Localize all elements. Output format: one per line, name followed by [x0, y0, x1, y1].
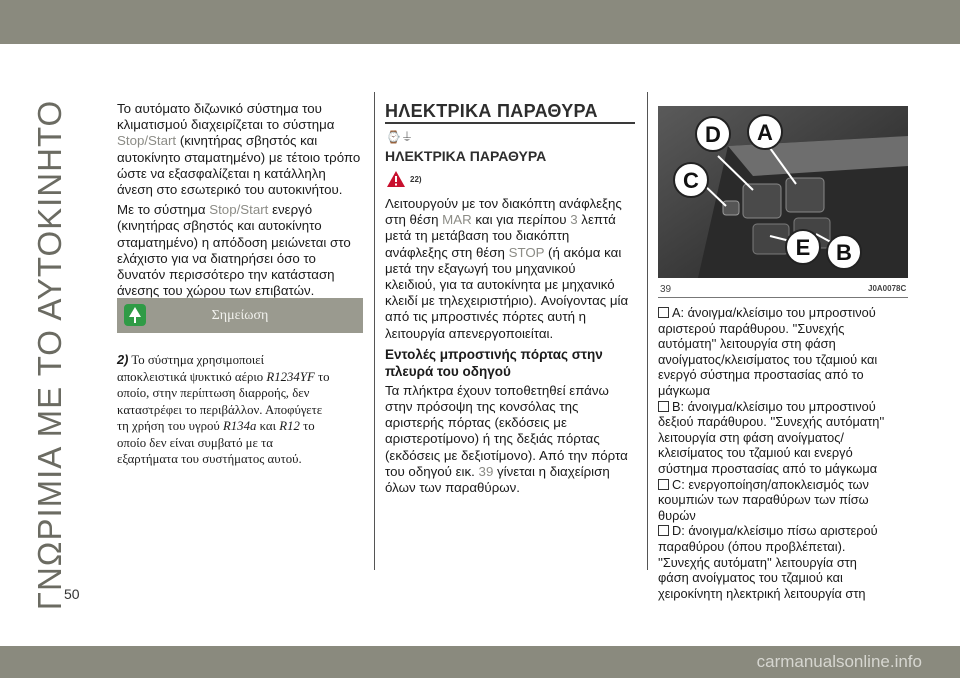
column-divider-2 — [647, 92, 648, 570]
note-text: 2) Το σύστημα χρησιμοποιεί αποκλειστικά ψυκτικό αέριο R1234YF το οποίο, στην περίπτωση διαρροής, δεν καταστρέφει το περιβάλλον. Αποφύγετε τη χρήση του υγρού R134a και R12 το οποίο δεν είναι συμβατό με τα εξαρτήματα του συστήματος αυτού. — [117, 352, 330, 466]
version-icon: ⌚⏚ — [386, 130, 413, 144]
note-label: Σημείωση — [211, 308, 269, 323]
subsection-title: ΗΛΕΚΤΡΙΚΑ ΠΑΡΑΘΥΡΑ — [385, 148, 547, 164]
warning-number: 22) — [410, 175, 422, 184]
paragraph-stop-start-1: Το αυτόματο διζωνικό σύστημα του κλιματισμού διαχειρίζεται το σύστημα Stop/Start (κινητήρας σβηστός και αυτοκίνητο σταματημένο) με τέτοιο τρόπο ώστε να εξασφαλίζεται η κατάλληλη άνεση στο εσωτερικό του αυτοκινήτου. — [117, 101, 361, 198]
control-item-line: σύστημα προστασίας από το μάγκωμα — [658, 460, 878, 476]
figure-number: 39 — [660, 284, 672, 295]
control-item-line: ενεργό σύστημα προστασίας από το — [658, 367, 864, 383]
driver-door-heading: Εντολές μπροστινής πόρτας στην πλευρά του οδηγού — [385, 346, 603, 379]
control-item-line: ''Συνεχής αυτόματη'' λειτουργία στη — [658, 554, 857, 570]
window-switch-photo — [658, 106, 908, 278]
paragraph-operation: Λειτουργούν με τον διακόπτη ανάφλεξης στη θέση MAR και για περίπου 3 λεπτά μετά τη μετάβαση του διακόπτη ανάφλεξης στη θέση STOP (ή ακόμα και μετά την εξαγωγή του μηχανικού κλειδιού, για τα αυτοκίνητα με μηχανικό κλειδί με τηλεχειριστήριο). Ανοίγοντας μία από τις μπροστινές πόρτες αυτή η λειτουργία απενεργοποιείται. — [385, 196, 629, 341]
paragraph-driver-door: Τα πλήκτρα έχουν τοποθετηθεί επάνω στην πρόσοψη της κονσόλας της αριστερής πόρτας (εκδόσεις με αριστεροτίμονο) ή της δεξιάς πόρτας (εκδόσεις με δεξιοτίμονο). Από την πόρτα του οδηγού εικ. 39 γίνεται η διαχείριση όλων των παραθύρων. — [385, 382, 628, 496]
section-title: ΗΛΕΚΤΡΙΚΑ ΠΑΡΑΘΥΡΑ — [385, 101, 598, 121]
control-item-start: C: ενεργοποίηση/αποκλεισμός των — [658, 477, 918, 493]
callout-b: B — [836, 240, 852, 265]
control-item-start: A: άνοιγμα/κλείσιμο του μπροστινού — [658, 305, 918, 321]
callout-e: E — [795, 235, 811, 260]
column-3-list — [658, 305, 918, 601]
control-item-line: ανοίγματος/κλεισίματος του τζαμιού και — [658, 351, 878, 367]
column-2-text — [385, 196, 640, 500]
figure-code: J0A0078C — [868, 284, 907, 293]
checkbox-icon — [658, 307, 669, 318]
control-item-line: χειροκίνητη ηλεκτρική λειτουργία στη — [658, 585, 866, 601]
control-item-line: φάση ανοίγματος του τζαμιού και — [658, 570, 843, 586]
section-rule — [385, 122, 635, 124]
control-item-line: μάγκωμα — [658, 382, 711, 398]
control-item-line: κουμπιών των παραθύρων των πίσω — [658, 492, 869, 508]
control-item-line: παραθύρου (όπου προβλέπεται). — [658, 538, 846, 554]
control-item-line: κλεισίματος του τζαμιού και ενεργό — [658, 445, 853, 461]
column-1-text — [117, 101, 367, 303]
warning-icon — [386, 170, 406, 188]
callout-c: C — [683, 168, 699, 193]
top-band — [0, 0, 960, 44]
checkbox-icon — [658, 401, 669, 412]
callout-d: D — [705, 122, 721, 147]
control-item-line: λειτουργία στη φάση ανοίγματος/ — [658, 429, 844, 445]
checkbox-icon — [658, 479, 669, 490]
control-item-line: αυτόματη'' λειτουργία στη φάση — [658, 336, 836, 352]
column-divider-1 — [374, 92, 375, 570]
paragraph-stop-start-2: Με το σύστημα Stop/Start ενεργό (κινητήρας σβηστός και αυτοκίνητο σταματημένο) η απόδοση μειώνεται στο ελάχιστο για να διατηρήσει όσο το δυνατόν περισσότερο την κατάσταση άνεσης του χώρου των επιβατών. — [117, 202, 351, 299]
chapter-side-title: ΓΝΩΡΙΜΙΑ ΜΕ ΤΟ ΑΥΤΟΚΙΝΗΤΟ — [31, 99, 68, 611]
control-item-line: θυρών — [658, 507, 696, 523]
page-number: 50 — [64, 586, 80, 602]
control-item-line: αριστερού παράθυρου. ''Συνεχής — [658, 320, 845, 336]
control-item-line: δεξιού παράθυρου. ''Συνεχής αυτόματη'' — [658, 414, 885, 430]
control-item-start: B: άνοιγμα/κλείσιμο του μπροστινού — [658, 399, 918, 415]
footer-watermark: carmanualsonline.info — [756, 652, 922, 671]
control-item-start: D: άνοιγμα/κλείσιμο πίσω αριστερού — [658, 523, 918, 539]
figure-rule — [658, 297, 908, 298]
checkbox-icon — [658, 525, 669, 536]
callout-a: A — [757, 120, 773, 145]
